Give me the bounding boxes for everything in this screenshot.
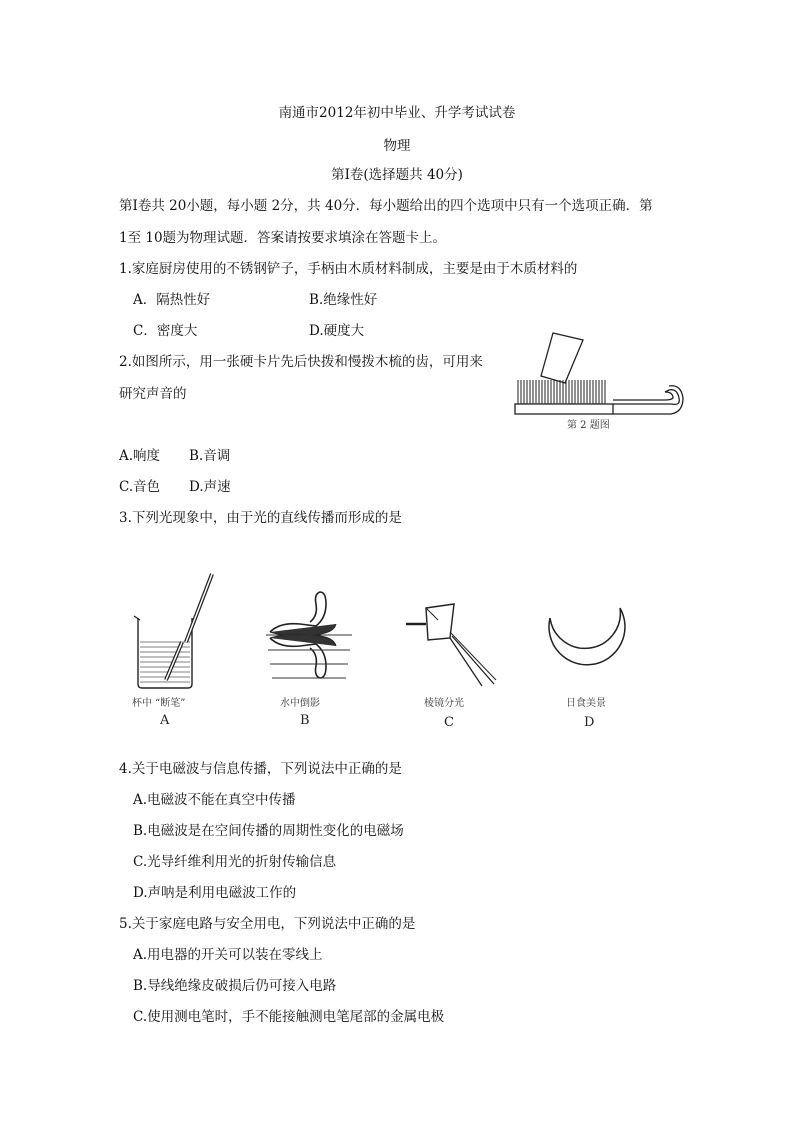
q1-option-c: C．密度大 (133, 323, 198, 339)
q1-option-a: A．隔热性好 (133, 292, 211, 308)
figure-d-eclipse (549, 608, 625, 730)
figure-b-caption: 水中倒影 (280, 698, 320, 709)
q4-stem: 4.关于电磁波与信息传播，下列说法中正确的是 (119, 761, 402, 777)
figure-d-letter: D (584, 715, 595, 730)
exam-title: 南通市2012年初中毕业、升学考试试卷 (278, 105, 516, 121)
card-shape (541, 333, 583, 383)
q5-option-a: A.用电器的开关可以装在零线上 (133, 947, 323, 963)
q5-option-b: B.导线绝缘皮破损后仍可接入电路 (133, 978, 337, 994)
q2-option-b: B.音调 (189, 448, 231, 464)
q2-option-d: D.声速 (189, 479, 231, 495)
q2-stem-line-2: 研究声音的 (119, 386, 187, 402)
part-title: 第Ⅰ卷(选择题共 40分) (331, 167, 463, 183)
q1-option-d: D.硬度大 (309, 323, 365, 339)
q4-option-b: B.电磁波是在空间传播的周期性变化的电磁场 (133, 823, 404, 839)
q4-option-c: C.光导纤维利用光的折射传输信息 (133, 854, 337, 870)
comb-handle (613, 390, 679, 405)
figure-a-letter: A (160, 713, 170, 728)
figure-d-caption: 日食美景 (566, 698, 606, 709)
q4-option-a: A.电磁波不能在真空中传播 (133, 792, 296, 808)
figure-a-caption: 杯中 “断笔” (132, 698, 186, 709)
q1-option-b: B.绝缘性好 (309, 292, 378, 308)
q2-figure-caption: 第 2 题图 (567, 420, 610, 431)
q5-option-c: C.使用测电笔时，手不能接触测电笔尾部的金属电极 (133, 1009, 445, 1025)
q2-option-a: A.响度 (119, 448, 161, 464)
q5-stem: 5.关于家庭电路与安全用电，下列说法中正确的是 (119, 916, 416, 932)
instructions-line-2: 1至 10题为物理试题．答案请按要求填涂在答题卡上。 (119, 230, 447, 246)
comb-teeth (518, 380, 605, 404)
q4-option-d: D.声呐是利用电磁波工作的 (133, 885, 297, 901)
instructions-line-1: 第Ⅰ卷共 20小题，每小题 2分，共 40分．每小题给出的四个选项中只有一个选项正确．第 (119, 198, 653, 214)
q2-comb-figure (505, 328, 685, 434)
q1-stem: 1.家庭厨房使用的不锈钢铲子，手柄由木质材料制成，主要是由于木质材料的 (119, 261, 578, 277)
figure-a-beaker (132, 574, 212, 728)
figure-b-letter: B (300, 713, 310, 728)
q2-option-c: C.音色 (119, 479, 161, 495)
q3-stem: 3.下列光现象中，由于光的直线传播而形成的是 (119, 510, 402, 526)
figure-c-caption: 棱镜分光 (424, 698, 464, 709)
figure-c-letter: C (444, 715, 454, 730)
figure-c-prism (406, 604, 496, 730)
comb-spine (515, 404, 613, 414)
q3-figures (120, 568, 660, 736)
subject-title: 物理 (383, 138, 411, 154)
figure-b-reflection (266, 592, 352, 728)
q2-stem-line-1: 2.如图所示，用一张硬卡片先后快拨和慢拨木梳的齿，可用来 (119, 354, 483, 370)
